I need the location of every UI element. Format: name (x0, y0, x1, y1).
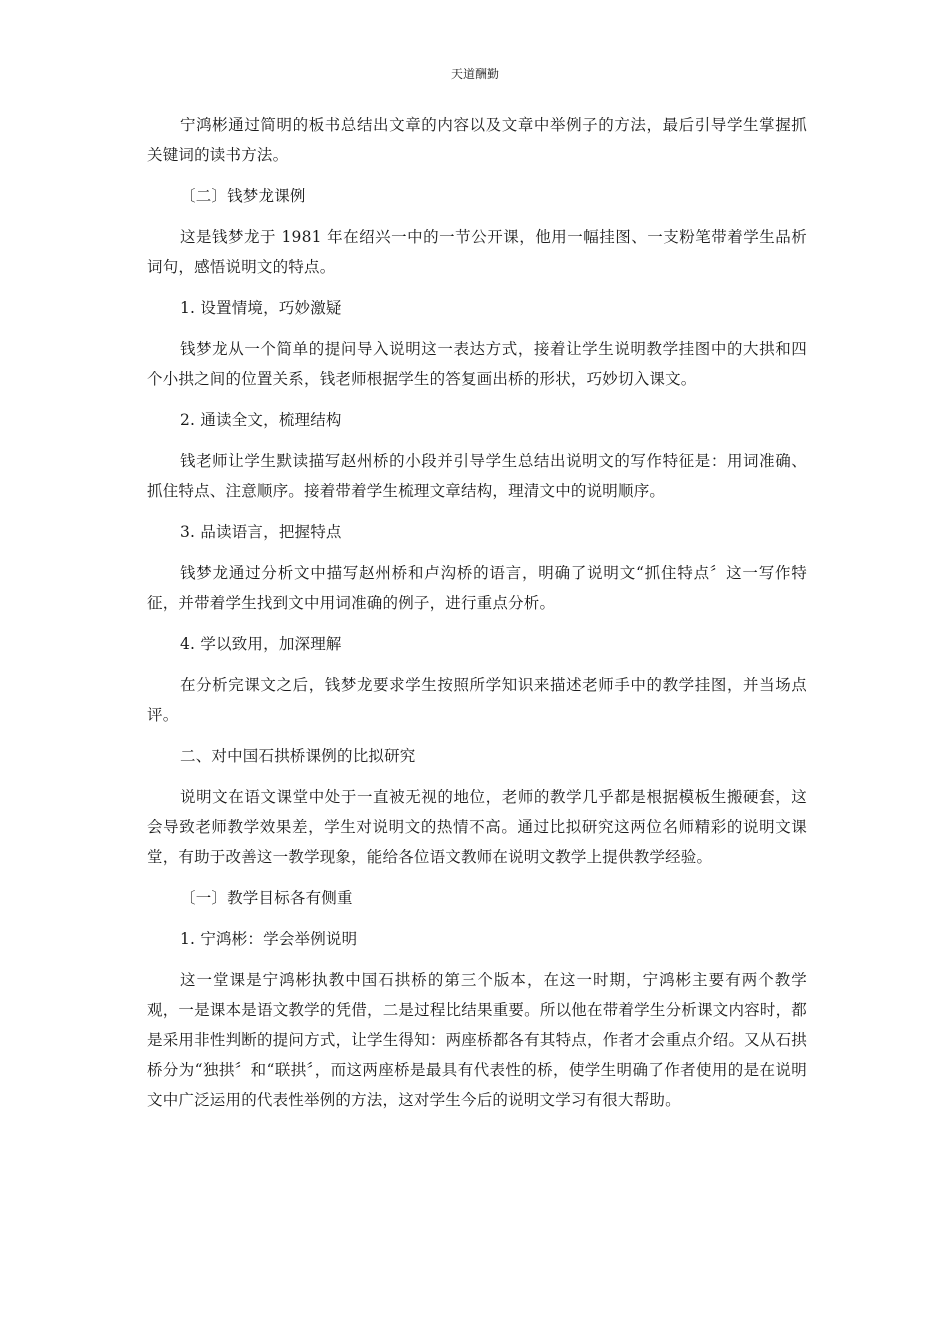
paragraph-ning-hongbin: 这一堂课是宁鸿彬执教中国石拱桥的第三个版本，在这一时期，宁鸿彬主要有两个教学观，一是课本是语文教学的凭借，二是过程比结果重要。所以他在带着学生分析课文内容时，都是采用非性判断的提问方式，让学生得知：两座桥都各有其特点，作者才会重点介绍。又从石拱桥分为“独拱〞和“联拱〞，而这两座桥是最具有代表性的桥，使学生明确了作者使用的是在说明文中广泛运用的代表性举例的方法，这对学生今后的说明文学习有很大帮助。 (147, 971, 807, 1109)
paragraph-step-3: 钱梦龙通过分析文中描写赵州桥和卢沟桥的语言，明确了说明文“抓住特点〞这一写作特征，并带着学生找到文中用词准确的例子，进行重点分析。 (147, 564, 807, 612)
paragraph-comparison-intro: 说明文在语文课堂中处于一直被无视的地位，老师的教学几乎都是根据模板生搬硬套，这会导致老师教学效果差，学生对说明文的热情不高。通过比拟研究这两位名师精彩的说明文课堂，有助于改善这一教学现象，能给各位语文教师在说明文教学上提供教学经验。 (147, 788, 807, 866)
paragraph-step-4: 在分析完课文之后，钱梦龙要求学生按照所学知识来描述老师手中的教学挂图，并当场点评。 (147, 676, 807, 724)
paragraph-lesson-intro: 这是钱梦龙于 1981 年在绍兴一中的一节公开课，他用一幅挂图、一支粉笔带着学生品析词句，感悟说明文的特点。 (147, 228, 807, 276)
subheading-step-2: 2. 通读全文，梳理结构 (180, 411, 342, 429)
subheading-step-4: 4. 学以致用，加深理解 (180, 635, 342, 653)
document-body (147, 110, 807, 1126)
paragraph-summary: 宁鸿彬通过简明的板书总结出文章的内容以及文章中举例子的方法，最后引导学生掌握抓关键词的读书方法。 (147, 116, 807, 164)
subsection-heading-teaching-goals: 〔一〕教学目标各有侧重 (180, 889, 353, 907)
subheading-step-3: 3. 品读语言，把握特点 (180, 523, 342, 541)
section-heading-comparison: 二、对中国石拱桥课例的比拟研究 (180, 747, 416, 765)
subheading-ning-hongbin: 1. 宁鸿彬：学会举例说明 (180, 930, 358, 948)
subheading-step-1: 1. 设置情境，巧妙激疑 (180, 299, 342, 317)
section-heading-qian-menglong-lesson: 〔二〕钱梦龙课例 (180, 187, 306, 205)
paragraph-step-2: 钱老师让学生默读描写赵州桥的小段并引导学生总结出说明文的写作特征是：用词准确、抓住特点、注意顺序。接着带着学生梳理文章结构，理清文中的说明顺序。 (147, 452, 807, 500)
page-header: 天道酬勤 (450, 67, 499, 81)
paragraph-step-1: 钱梦龙从一个简单的提问导入说明这一表达方式，接着让学生说明教学挂图中的大拱和四个小拱之间的位置关系，钱老师根据学生的答复画出桥的形状，巧妙切入课文。 (147, 340, 807, 388)
